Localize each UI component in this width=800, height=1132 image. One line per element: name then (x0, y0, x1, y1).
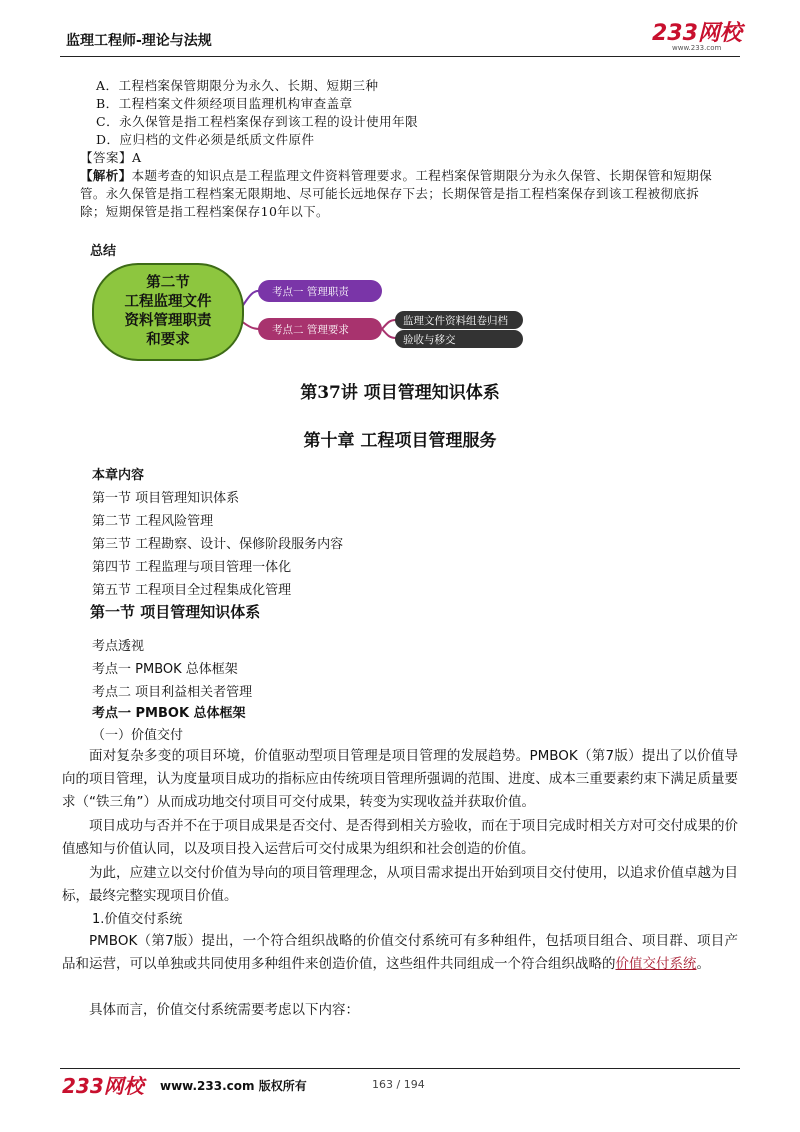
explanation-label: 【解析】 (80, 168, 132, 183)
logo-url: www.233.com (672, 44, 722, 52)
brand-logo[interactable] (650, 18, 750, 54)
point-one-heading: 考点一 PMBOK 总体框架 (92, 706, 246, 721)
toc-item[interactable]: 第五节 工程项目全过程集成化管理 (92, 583, 292, 598)
mindmap-leaf-archive: 监理文件资料组卷归档 (395, 311, 523, 329)
mindmap-root-line: 工程监理文件 (124, 294, 212, 310)
option-c: C．永久保管是指工程档案保存到该工程的设计使用年限 (96, 114, 419, 129)
subheading-value-delivery: （一）价值交付 (92, 728, 184, 743)
header-title: 监理工程师-理论与法规 (66, 33, 212, 49)
overview-label: 考点透视 (92, 639, 145, 654)
toc-item[interactable]: 第一节 项目管理知识体系 (92, 491, 240, 506)
toc-item[interactable]: 第三节 工程勘察、设计、保修阶段服务内容 (92, 537, 344, 552)
svg-text:233网校: 233网校 (652, 21, 742, 46)
mindmap-node-requirement: 考点二 管理要求 (258, 318, 382, 340)
paragraph-1: 面对复杂多变的项目环境，价值驱动型项目管理是项目管理的发展趋势。PMBOK（第7版）提出了以价值导向的项目管理，认为度量项目成功的指标应由传统项目管理所强调的范围、进度、成本三重要素约束下满足质量要求（“铁三角”）从而成功地交付项目可交付成果，转变为实现收益并获取价值。 (62, 748, 738, 810)
svg-text:233网校: 233网校 (62, 1074, 144, 1098)
paragraph-2: 项目成功与否并不在于项目成果是否交付、是否得到相关方验收，而在于项目完成时相关方对可交付成果的价值感知与价值认同，以及项目投入运营后可交付成果为组织和社会创造的价值。 (62, 818, 738, 857)
section-heading: 第一节 项目管理知识体系 (90, 603, 261, 621)
toc-heading: 本章内容 (92, 468, 145, 483)
paragraph-4-end: 。 (696, 956, 710, 972)
answer-line (80, 149, 142, 167)
value-delivery-system-link[interactable]: 价值交付系统 (615, 956, 697, 972)
mindmap-leaf-handover: 验收与移交 (395, 330, 523, 348)
mindmap-root-line: 资料管理职责 (124, 313, 212, 329)
mindmap-root-line: 第二节 (146, 275, 190, 291)
paragraph-5: 具体而言，价值交付系统需要考虑以下内容： (89, 1002, 359, 1018)
page-number: 163 / 194 (372, 1078, 425, 1091)
mindmap-node-duty: 考点一 管理职责 (258, 280, 382, 302)
explanation-text: 本题考查的知识点是工程监理文件资料管理要求。工程档案保管期限分为永久保管、长期保管和短期保管。永久保管是指工程档案无限期地、尽可能长远地保存下去；长期保管是指工程档案保存到该工程被彻底拆除；短期保管是指工程档案保存10年以下。 (80, 168, 713, 219)
lecture-title: 第37讲 项目管理知识体系 (300, 383, 500, 403)
summary-label: 总结 (90, 244, 117, 259)
answer-value: A (132, 150, 142, 165)
option-d: D．应归档的文件必须是纸质文件原件 (96, 132, 315, 147)
toc-item[interactable]: 第二节 工程风险管理 (92, 514, 214, 529)
answer-label: 【答案】 (80, 150, 133, 165)
subheading-system: 1.价值交付系统 (92, 912, 183, 927)
toc-item[interactable]: 第四节 工程监理与项目管理一体化 (92, 560, 292, 575)
footer-logo[interactable] (62, 1072, 154, 1098)
point-two: 考点二 项目利益相关者管理 (92, 685, 253, 700)
point-one: 考点一 PMBOK 总体框架 (92, 662, 238, 677)
option-a: A．工程档案保管期限分为永久、长期、短期三种 (96, 78, 379, 93)
footer-site[interactable]: www.233.com 版权所有 (160, 1079, 307, 1093)
option-b: B．工程档案文件须经项目监理机构审查盖章 (96, 96, 353, 111)
mindmap-root-line: 和要求 (146, 332, 190, 348)
chapter-title: 第十章 工程项目管理服务 (303, 431, 497, 451)
footer-divider (60, 1068, 740, 1069)
paragraph-3: 为此，应建立以交付价值为导向的项目管理理念，从项目需求提出开始到项目交付使用，以追求价值卓越为目标，最终完整实现项目价值。 (62, 865, 738, 904)
paragraph-4-text: PMBOK（第7版）提出，一个符合组织战略的价值交付系统可有多种组件，包括项目组合、项目群、项目产品和运营，可以单独或共同使用多种组件来创造价值，这些组件共同组成一个符合组织战略的 (62, 933, 738, 972)
mindmap-root (92, 263, 244, 361)
paragraph-4 (62, 930, 738, 976)
explanation (80, 167, 720, 221)
header-divider (60, 56, 740, 57)
